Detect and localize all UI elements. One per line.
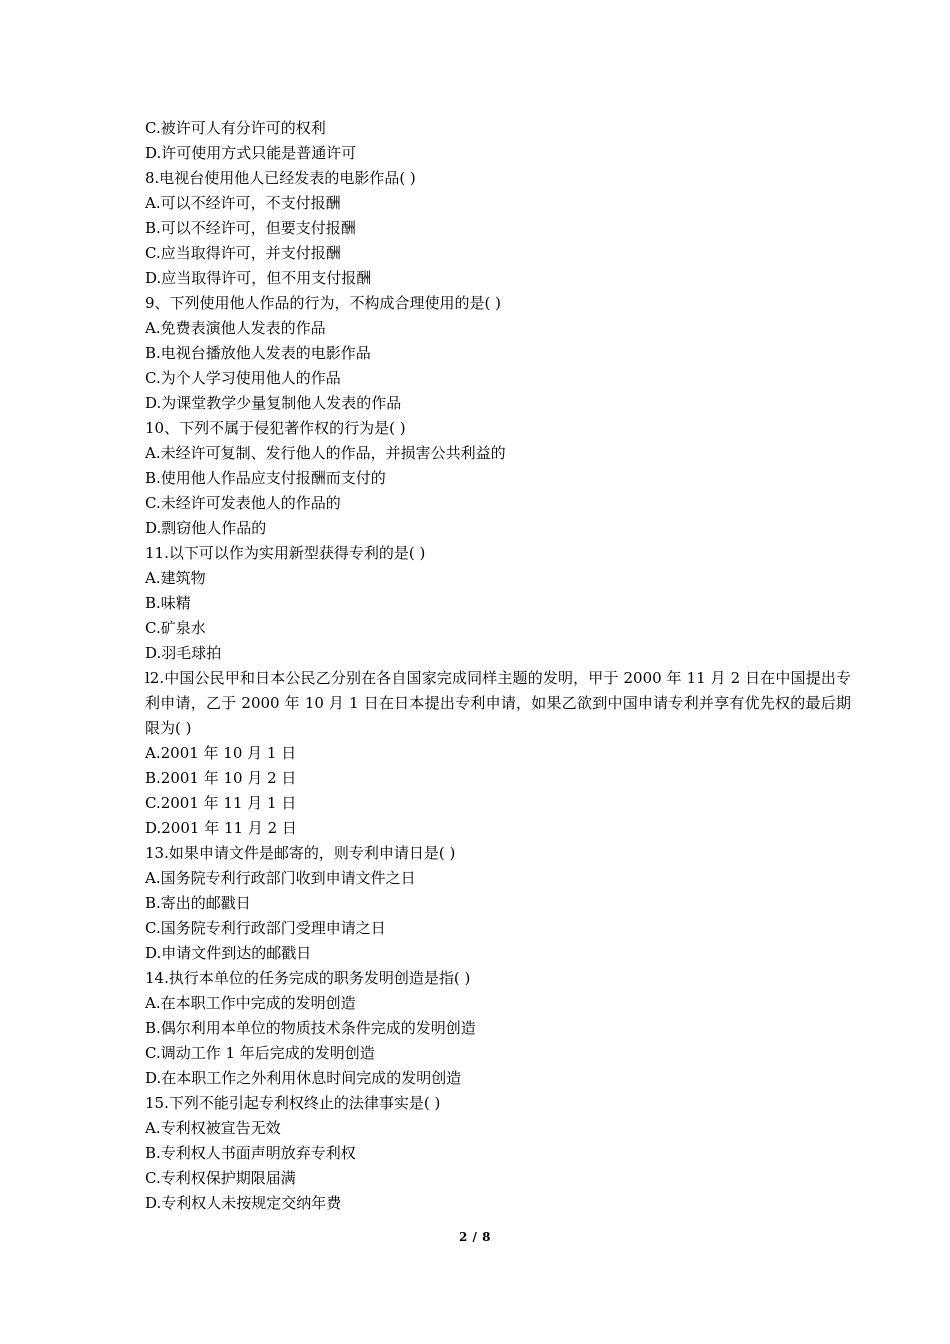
text-line: 10、下列不属于侵犯著作权的行为是( ) <box>145 419 406 437</box>
text-line: D.申请文件到达的邮戳日 <box>145 944 312 962</box>
text-line: A.建筑物 <box>145 569 206 587</box>
text-line: C.为个人学习使用他人的作品 <box>145 369 341 387</box>
text-line: C.2001 年 11 月 1 日 <box>145 794 297 812</box>
text-line: B.专利权人书面声明放弃专利权 <box>145 1144 356 1162</box>
text-line: 13.如果申请文件是邮寄的，则专利申请日是( ) <box>145 844 456 862</box>
document-body <box>145 116 855 1216</box>
text-line: C.未经许可发表他人的作品的 <box>145 494 341 512</box>
text-line: D.在本职工作之外利用休息时间完成的发明创造 <box>145 1069 462 1087</box>
text-line: D.2001 年 11 月 2 日 <box>145 819 297 837</box>
text-line: 14.执行本单位的任务完成的职务发明创造是指( ) <box>145 969 471 987</box>
question-lines-after <box>145 741 855 1216</box>
text-line: B.偶尔利用本单位的物质技术条件完成的发明创造 <box>145 1019 476 1037</box>
text-line: A.免费表演他人发表的作品 <box>145 319 326 337</box>
text-line: B.寄出的邮戳日 <box>145 894 251 912</box>
text-line: D.剽窃他人作品的 <box>145 519 267 537</box>
text-line: B.2001 年 10 月 2 日 <box>145 769 297 787</box>
text-line: 8.电视台使用他人已经发表的电影作品( ) <box>145 169 416 187</box>
question-12-paragraph: l2.中国公民甲和日本公民乙分别在各自国家完成同样主题的发明，甲于 2000 年 11 月 2 日在中国提出专利申请，乙于 2000 年 10 月 1 日在日本提出专利申请，如果乙欲到中国申请专利并享有优先权的最后期限为( ) <box>145 669 851 737</box>
text-line: D.应当取得许可，但不用支付报酬 <box>145 269 372 287</box>
text-line: B.可以不经许可，但要支付报酬 <box>145 219 356 237</box>
text-line: A.未经许可复制、发行他人的作品，并损害公共利益的 <box>145 444 506 462</box>
text-line: B.味精 <box>145 594 191 612</box>
text-line: B.电视台播放他人发表的电影作品 <box>145 344 371 362</box>
text-line: 9、下列使用他人作品的行为，不构成合理使用的是( ) <box>145 294 502 312</box>
text-line: 15.下列不能引起专利权终止的法律事实是( ) <box>145 1094 441 1112</box>
text-line: A.2001 年 10 月 1 日 <box>145 744 297 762</box>
text-line: D.羽毛球拍 <box>145 644 222 662</box>
question-lines-before <box>145 116 855 666</box>
page-number: 2 / 8 <box>459 1230 491 1244</box>
text-line: 11.以下可以作为实用新型获得专利的是( ) <box>145 544 426 562</box>
text-line: A.在本职工作中完成的发明创造 <box>145 994 356 1012</box>
text-line: C.被许可人有分许可的权利 <box>145 119 326 137</box>
text-line: C.调动工作 1 年后完成的发明创造 <box>145 1044 375 1062</box>
text-line: B.使用他人作品应支付报酬而支付的 <box>145 469 386 487</box>
text-line: D.许可使用方式只能是普通许可 <box>145 144 357 162</box>
text-line: C.国务院专利行政部门受理申请之日 <box>145 919 386 937</box>
text-line: D.专利权人未按规定交纳年费 <box>145 1194 342 1212</box>
text-line: C.矿泉水 <box>145 619 206 637</box>
text-line: D.为课堂教学少量复制他人发表的作品 <box>145 394 402 412</box>
text-line: A.国务院专利行政部门收到申请文件之日 <box>145 869 416 887</box>
text-line: A.可以不经许可，不支付报酬 <box>145 194 341 212</box>
text-line: A.专利权被宣告无效 <box>145 1119 281 1137</box>
text-line: C.专利权保护期限届满 <box>145 1169 296 1187</box>
text-line: C.应当取得许可，并支付报酬 <box>145 244 341 262</box>
